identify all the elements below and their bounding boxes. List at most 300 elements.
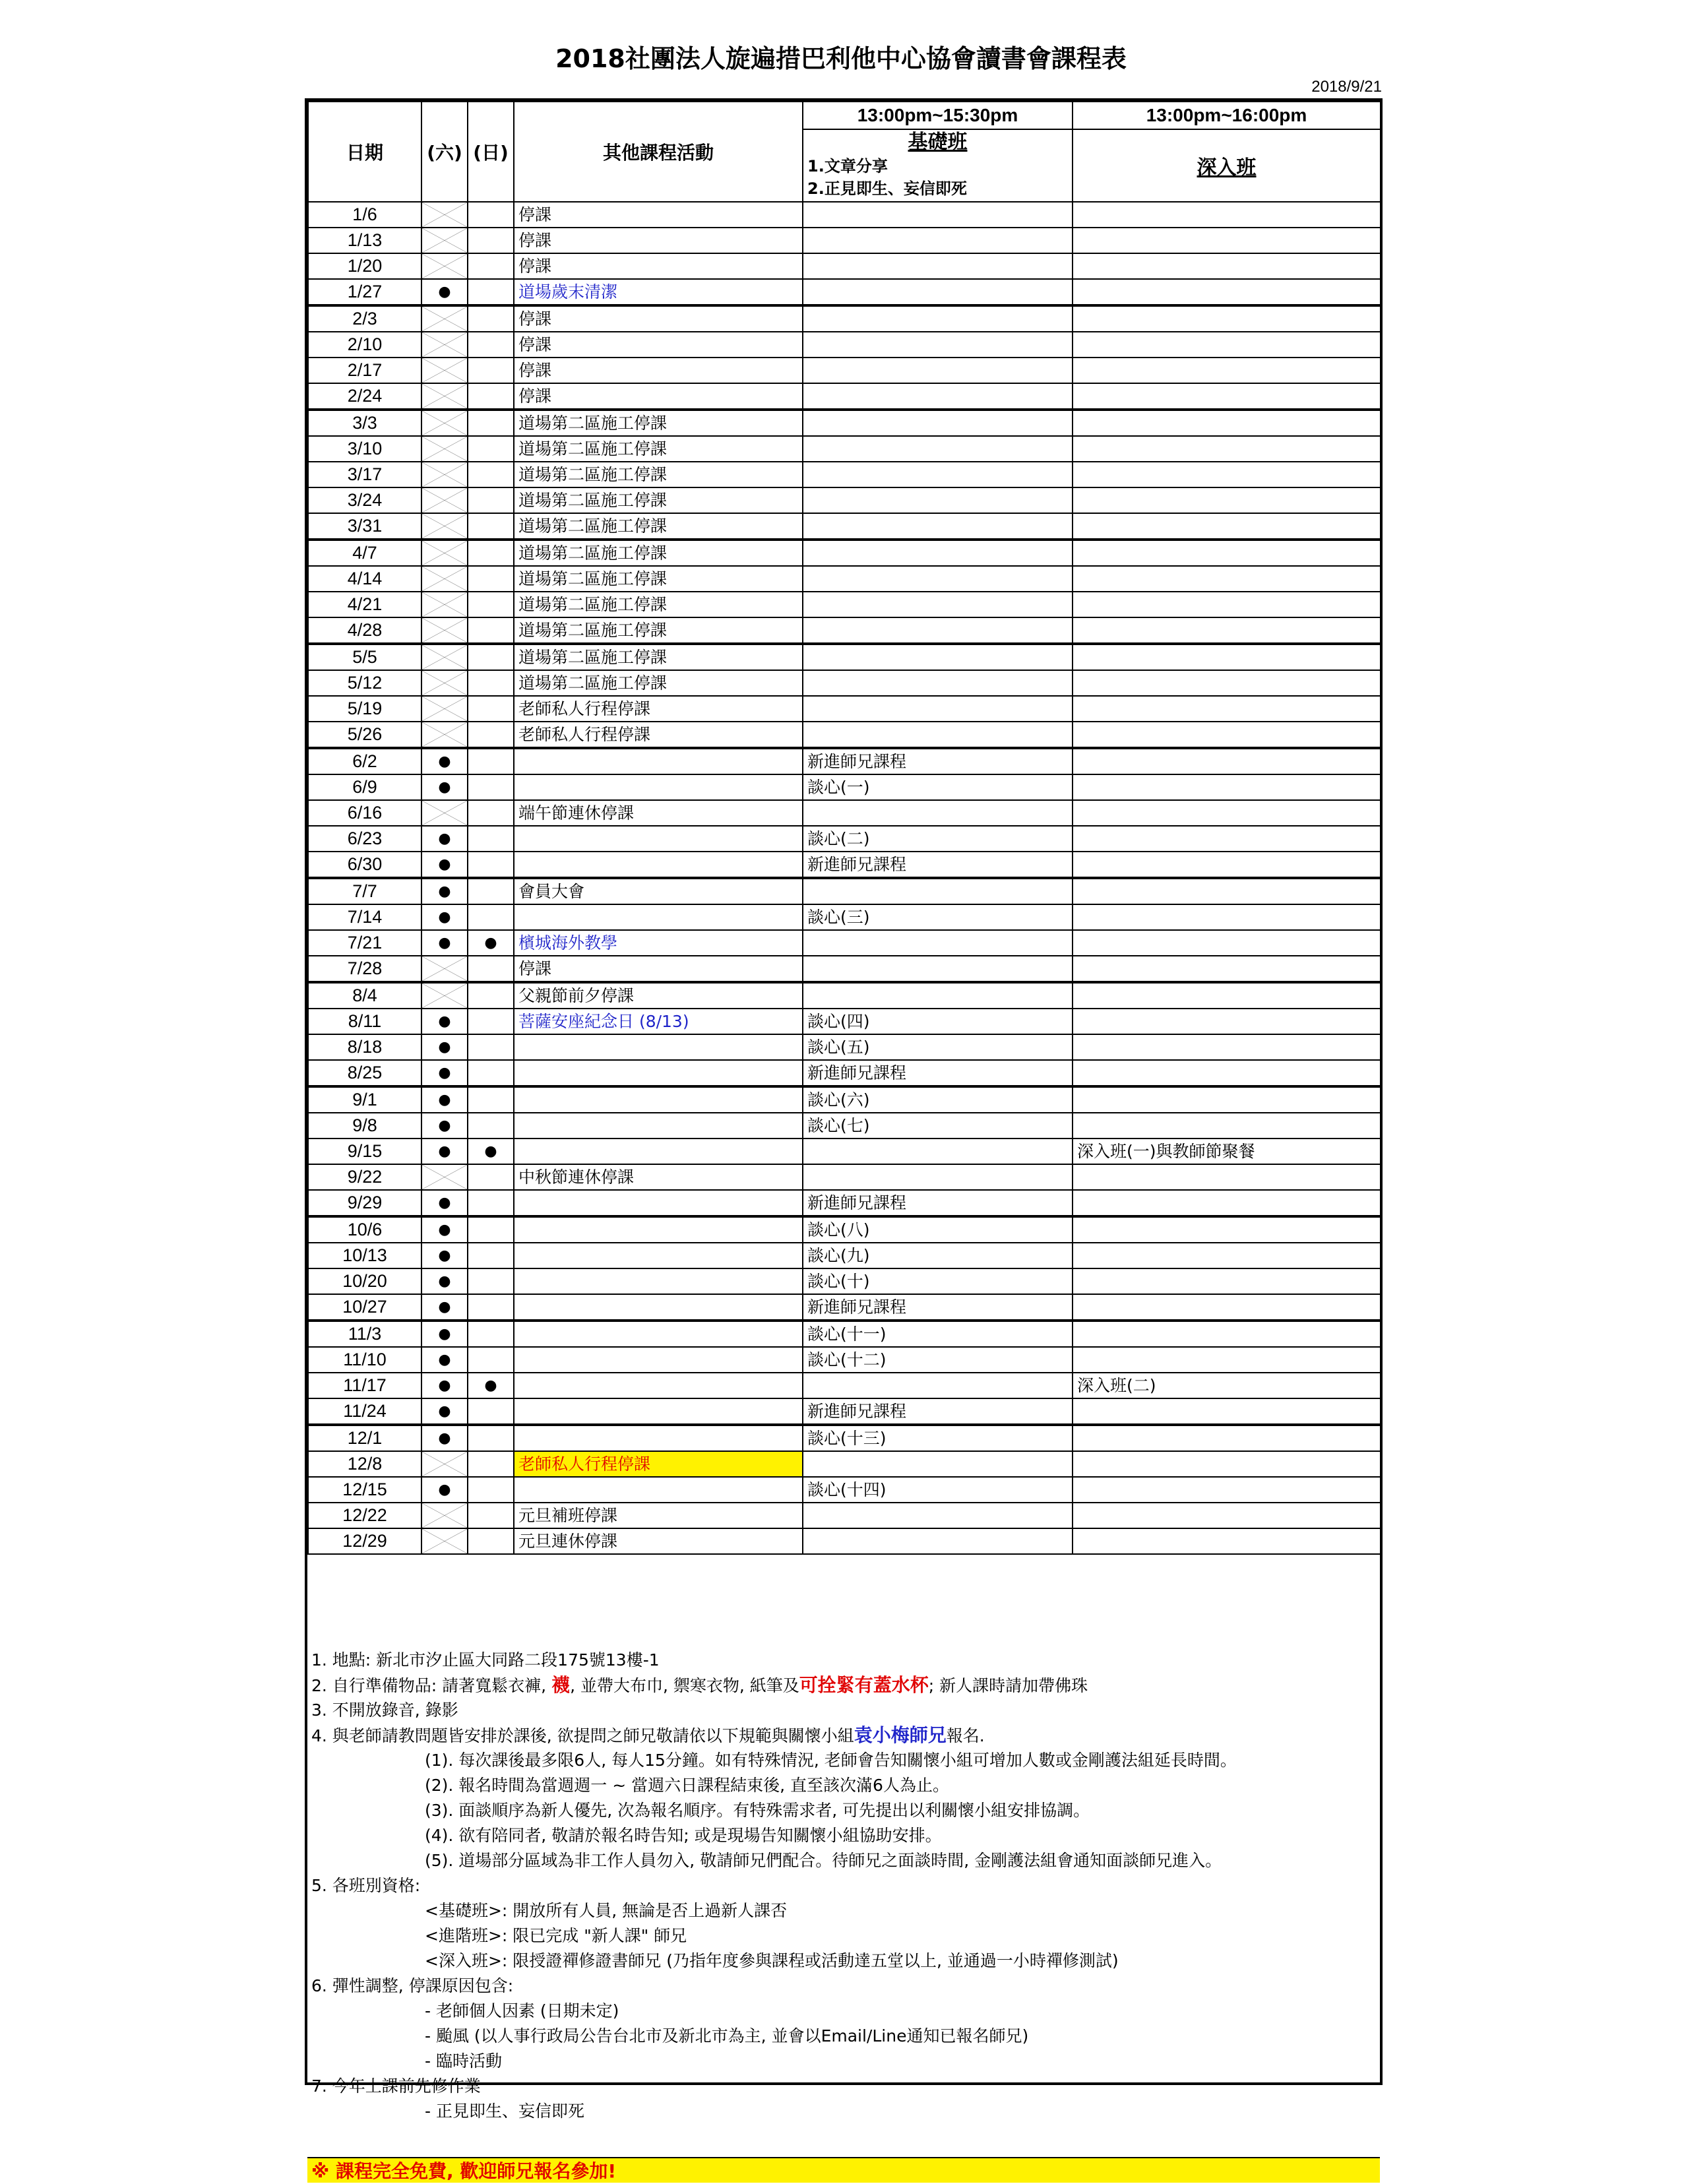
schedule-row <box>308 1009 1381 1034</box>
row-advanced-class <box>1073 1503 1381 1528</box>
schedule-row <box>308 670 1381 696</box>
row-advanced-class <box>1073 1451 1381 1477</box>
row-activity: 道場第二區施工停課 <box>514 566 803 592</box>
schedule-row <box>308 982 1381 1009</box>
row-date: 10/27 <box>308 1294 421 1321</box>
row-basic-class: 談心(七) <box>803 1113 1073 1139</box>
schedule-row <box>308 228 1381 253</box>
sunday-mark <box>468 305 514 332</box>
schedule-body <box>308 202 1381 1554</box>
cancelled-mark-icon <box>421 982 468 1009</box>
sunday-mark <box>468 1060 514 1086</box>
row-basic-class <box>803 202 1073 228</box>
row-basic-class <box>803 487 1073 513</box>
sunday-mark <box>468 774 514 800</box>
sunday-mark <box>468 1503 514 1528</box>
row-activity: 菩薩安座紀念日 (8/13) <box>514 1009 803 1034</box>
row-activity: 停課 <box>514 956 803 982</box>
note-qualifications: 5. 各班別資格: <box>311 1876 421 1895</box>
sunday-mark <box>468 592 514 617</box>
saturday-mark: ● <box>421 1086 468 1113</box>
row-advanced-class <box>1073 1034 1381 1060</box>
sunday-mark <box>468 1294 514 1321</box>
row-basic-class: 新進師兄課程 <box>803 1190 1073 1216</box>
row-basic-class: 談心(二) <box>803 826 1073 852</box>
row-advanced-class <box>1073 436 1381 462</box>
row-basic-class: 談心(十) <box>803 1268 1073 1294</box>
schedule-row <box>308 253 1381 279</box>
saturday-mark: ● <box>421 1216 468 1243</box>
row-activity <box>514 1398 803 1425</box>
row-activity <box>514 904 803 930</box>
row-basic-class: 談心(六) <box>803 1086 1073 1113</box>
sunday-mark <box>468 1113 514 1139</box>
row-date: 9/1 <box>308 1086 421 1113</box>
schedule-row <box>308 1451 1381 1477</box>
row-basic-class <box>803 1451 1073 1477</box>
sunday-mark <box>468 513 514 540</box>
row-advanced-class <box>1073 644 1381 670</box>
row-advanced-class <box>1073 878 1381 904</box>
schedule-row <box>308 1216 1381 1243</box>
header-activity: 其他課程活動 <box>514 102 803 202</box>
schedule-row <box>308 1113 1381 1139</box>
saturday-mark: ● <box>421 1034 468 1060</box>
schedule-row <box>308 1373 1381 1398</box>
schedule-row <box>308 383 1381 410</box>
row-activity: 道場第二區施工停課 <box>514 617 803 644</box>
sunday-mark <box>468 1086 514 1113</box>
cancelled-mark-icon <box>421 305 468 332</box>
sunday-mark <box>468 462 514 487</box>
note-rule: (2). 報名時間為當週週一 ~ 當週六日課程結束後, 直至該次滿6人為止。 <box>425 1776 949 1795</box>
note-cup: 可拴緊有蓋水杯 <box>799 1674 929 1696</box>
row-date: 7/28 <box>308 956 421 982</box>
cancelled-mark-icon <box>421 462 468 487</box>
row-activity: 停課 <box>514 228 803 253</box>
schedule-row <box>308 1086 1381 1113</box>
saturday-mark: ● <box>421 904 468 930</box>
row-basic-class <box>803 592 1073 617</box>
schedule-row <box>308 1347 1381 1373</box>
sunday-mark <box>468 358 514 383</box>
row-date: 4/7 <box>308 540 421 566</box>
note-rule: (5). 道場部分區域為非工作人員勿入, 敬請師兄們配合。待師兄之面談時間, 金剛護法組會通知面談師兄進入。 <box>425 1851 1222 1870</box>
row-activity: 端午節連休停課 <box>514 800 803 826</box>
row-date: 12/29 <box>308 1528 421 1554</box>
schedule-row <box>308 956 1381 982</box>
note-rule: (4). 欲有陪同者, 敬請於報名時告知; 或是現場告知關懷小組協助安排。 <box>425 1826 942 1845</box>
row-basic-class <box>803 305 1073 332</box>
row-date: 7/14 <box>308 904 421 930</box>
schedule-row <box>308 358 1381 383</box>
sunday-mark <box>468 1347 514 1373</box>
row-advanced-class <box>1073 774 1381 800</box>
row-date: 5/26 <box>308 722 421 748</box>
row-advanced-class <box>1073 358 1381 383</box>
row-advanced-class <box>1073 904 1381 930</box>
note-adjustments: 6. 彈性調整, 停課原因包含: <box>311 1976 514 1995</box>
saturday-mark: ● <box>421 826 468 852</box>
row-activity: 停課 <box>514 202 803 228</box>
row-basic-class <box>803 956 1073 982</box>
row-date: 6/16 <box>308 800 421 826</box>
row-activity <box>514 1060 803 1086</box>
saturday-mark: ● <box>421 1190 468 1216</box>
row-date: 7/7 <box>308 878 421 904</box>
header-advanced-time: 13:00pm~16:00pm <box>1073 102 1381 129</box>
cancelled-mark-icon <box>421 696 468 722</box>
row-activity: 道場第二區施工停課 <box>514 410 803 436</box>
sunday-mark <box>468 540 514 566</box>
saturday-mark: ● <box>421 1373 468 1398</box>
cancelled-mark-icon <box>421 487 468 513</box>
schedule-row <box>308 1268 1381 1294</box>
row-date: 12/15 <box>308 1477 421 1503</box>
print-date: 2018/9/21 <box>1311 78 1382 96</box>
row-activity: 檳城海外教學 <box>514 930 803 956</box>
row-advanced-class <box>1073 202 1381 228</box>
row-activity: 道場第二區施工停課 <box>514 462 803 487</box>
row-date: 12/8 <box>308 1451 421 1477</box>
row-activity <box>514 826 803 852</box>
schedule-row <box>308 800 1381 826</box>
row-basic-class: 談心(一) <box>803 774 1073 800</box>
sunday-mark <box>468 202 514 228</box>
header-saturday: (六) <box>421 102 468 202</box>
row-advanced-class <box>1073 540 1381 566</box>
row-activity <box>514 1034 803 1060</box>
cancelled-mark-icon <box>421 1164 468 1190</box>
row-date: 1/27 <box>308 279 421 305</box>
sunday-mark <box>468 487 514 513</box>
row-activity: 道場第二區施工停課 <box>514 644 803 670</box>
row-basic-class <box>803 800 1073 826</box>
sunday-mark <box>468 878 514 904</box>
row-activity: 老師私人行程停課 <box>514 722 803 748</box>
row-activity: 會員大會 <box>514 878 803 904</box>
row-date: 6/23 <box>308 826 421 852</box>
row-advanced-class <box>1073 748 1381 774</box>
row-advanced-class <box>1073 253 1381 279</box>
sunday-mark <box>468 1243 514 1268</box>
row-basic-class <box>803 930 1073 956</box>
row-activity <box>514 1321 803 1347</box>
row-advanced-class <box>1073 487 1381 513</box>
saturday-mark: ● <box>421 1139 468 1164</box>
row-advanced-class <box>1073 956 1381 982</box>
sunday-mark <box>468 722 514 748</box>
schedule-row <box>308 1060 1381 1086</box>
row-date: 12/1 <box>308 1425 421 1451</box>
schedule-row <box>308 904 1381 930</box>
schedule-row <box>308 436 1381 462</box>
row-date: 4/14 <box>308 566 421 592</box>
sunday-mark <box>468 436 514 462</box>
row-basic-class: 談心(十一) <box>803 1321 1073 1347</box>
schedule-row <box>308 930 1381 956</box>
row-activity: 停課 <box>514 383 803 410</box>
row-advanced-class <box>1073 852 1381 878</box>
row-activity: 道場第二區施工停課 <box>514 436 803 462</box>
schedule-row <box>308 566 1381 592</box>
schedule-row <box>308 1164 1381 1190</box>
row-date: 11/10 <box>308 1347 421 1373</box>
row-activity <box>514 1477 803 1503</box>
row-date: 1/20 <box>308 253 421 279</box>
row-basic-class <box>803 540 1073 566</box>
cancelled-mark-icon <box>421 436 468 462</box>
row-date: 9/29 <box>308 1190 421 1216</box>
cancelled-mark-icon <box>421 566 468 592</box>
row-advanced-class <box>1073 1347 1381 1373</box>
schedule-row <box>308 410 1381 436</box>
row-date: 3/3 <box>308 410 421 436</box>
row-date: 8/4 <box>308 982 421 1009</box>
saturday-mark: ● <box>421 774 468 800</box>
schedule-table <box>307 101 1381 1555</box>
row-date: 5/12 <box>308 670 421 696</box>
row-activity <box>514 1268 803 1294</box>
row-date: 5/5 <box>308 644 421 670</box>
sunday-mark: ● <box>468 1373 514 1398</box>
cancelled-mark-icon <box>421 410 468 436</box>
sunday-mark <box>468 982 514 1009</box>
schedule-row <box>308 1503 1381 1528</box>
schedule-row <box>308 878 1381 904</box>
schedule-row <box>308 305 1381 332</box>
schedule-row <box>308 279 1381 305</box>
row-advanced-class <box>1073 1294 1381 1321</box>
row-activity <box>514 1139 803 1164</box>
row-activity: 道場第二區施工停課 <box>514 592 803 617</box>
row-advanced-class <box>1073 1243 1381 1268</box>
cancelled-mark-icon <box>421 358 468 383</box>
schedule-row <box>308 202 1381 228</box>
header-sunday: (日) <box>468 102 514 202</box>
row-basic-class <box>803 696 1073 722</box>
row-activity: 道場第二區施工停課 <box>514 487 803 513</box>
row-date: 8/11 <box>308 1009 421 1034</box>
row-date: 9/15 <box>308 1139 421 1164</box>
row-date: 6/9 <box>308 774 421 800</box>
row-advanced-class <box>1073 982 1381 1009</box>
saturday-mark: ● <box>421 930 468 956</box>
sunday-mark: ● <box>468 930 514 956</box>
row-date: 3/10 <box>308 436 421 462</box>
row-advanced-class <box>1073 1164 1381 1190</box>
sunday-mark <box>468 644 514 670</box>
schedule-row <box>308 1294 1381 1321</box>
row-activity: 元旦連休停課 <box>514 1528 803 1554</box>
row-basic-class <box>803 1503 1073 1528</box>
schedule-sheet <box>305 98 1383 2182</box>
row-basic-class: 談心(十三) <box>803 1425 1073 1451</box>
sunday-mark <box>468 904 514 930</box>
note-prework: 7. 今年上課前先修作業 <box>311 2076 481 2096</box>
row-advanced-class <box>1073 930 1381 956</box>
row-activity <box>514 1425 803 1451</box>
row-activity: 停課 <box>514 332 803 358</box>
row-activity <box>514 774 803 800</box>
row-date: 4/28 <box>308 617 421 644</box>
row-basic-class <box>803 410 1073 436</box>
row-basic-class: 新進師兄課程 <box>803 1398 1073 1425</box>
row-advanced-class <box>1073 383 1381 410</box>
row-basic-class: 談心(四) <box>803 1009 1073 1034</box>
row-advanced-class <box>1073 566 1381 592</box>
row-advanced-class <box>1073 826 1381 852</box>
cancelled-mark-icon <box>421 670 468 696</box>
row-basic-class <box>803 436 1073 462</box>
row-advanced-class <box>1073 800 1381 826</box>
note-questions <box>311 1723 985 1749</box>
note-no-recording: 3. 不開放錄音, 錄影 <box>311 1700 458 1720</box>
saturday-mark: ● <box>421 1347 468 1373</box>
saturday-mark: ● <box>421 1268 468 1294</box>
header-date: 日期 <box>308 102 421 202</box>
saturday-mark: ● <box>421 1113 468 1139</box>
row-date: 10/20 <box>308 1268 421 1294</box>
schedule-row <box>308 774 1381 800</box>
saturday-mark: ● <box>421 878 468 904</box>
row-activity: 道場第二區施工停課 <box>514 540 803 566</box>
sunday-mark <box>468 253 514 279</box>
row-basic-class <box>803 1528 1073 1554</box>
cancelled-mark-icon <box>421 592 468 617</box>
sunday-mark <box>468 826 514 852</box>
row-basic-class: 談心(九) <box>803 1243 1073 1268</box>
row-date: 11/24 <box>308 1398 421 1425</box>
row-advanced-class <box>1073 670 1381 696</box>
row-activity: 老師私人行程停課 <box>514 696 803 722</box>
sunday-mark <box>468 800 514 826</box>
row-advanced-class <box>1073 1216 1381 1243</box>
schedule-row <box>308 1425 1381 1451</box>
cancelled-mark-icon <box>421 332 468 358</box>
saturday-mark: ● <box>421 1398 468 1425</box>
row-basic-class: 談心(三) <box>803 904 1073 930</box>
row-basic-class <box>803 253 1073 279</box>
row-activity <box>514 1086 803 1113</box>
note-questions-text: 4. 與老師請教問題皆安排於課後, 欲提問之師兄敬請依以下規範與關懷小組 <box>311 1726 854 1745</box>
row-date: 12/22 <box>308 1503 421 1528</box>
row-basic-class <box>803 644 1073 670</box>
row-activity <box>514 1216 803 1243</box>
sunday-mark <box>468 1398 514 1425</box>
row-basic-class: 談心(五) <box>803 1034 1073 1060</box>
schedule-row <box>308 644 1381 670</box>
row-date: 7/21 <box>308 930 421 956</box>
row-date: 8/25 <box>308 1060 421 1086</box>
sunday-mark <box>468 852 514 878</box>
cancelled-mark-icon <box>421 800 468 826</box>
note-qualification: <深入班>: 限授證禪修證書師兄 (乃指年度參與課程或活動達五堂以上, 並通過一小時禪修測試) <box>425 1951 1119 1970</box>
free-course-banner: ※ 課程完全免費, 歡迎師兄報名參加! <box>307 2157 1380 2183</box>
row-advanced-class <box>1073 279 1381 305</box>
schedule-row <box>308 748 1381 774</box>
row-advanced-class <box>1073 1425 1381 1451</box>
row-advanced-class <box>1073 1477 1381 1503</box>
note-location: 1. 地點: 新北市汐止區大同路二段175號13樓-1 <box>311 1650 660 1669</box>
row-activity: 道場歲末清潔 <box>514 279 803 305</box>
sunday-mark <box>468 1451 514 1477</box>
row-date: 9/22 <box>308 1164 421 1190</box>
row-advanced-class <box>1073 1190 1381 1216</box>
note-socks: 襪 <box>551 1674 571 1696</box>
row-date: 10/13 <box>308 1243 421 1268</box>
sunday-mark <box>468 1190 514 1216</box>
row-advanced-class <box>1073 696 1381 722</box>
saturday-mark: ● <box>421 1321 468 1347</box>
row-basic-class <box>803 513 1073 540</box>
saturday-mark: ● <box>421 1294 468 1321</box>
schedule-row <box>308 1243 1381 1268</box>
row-basic-class <box>803 279 1073 305</box>
row-basic-class: 談心(十四) <box>803 1477 1073 1503</box>
cancelled-mark-icon <box>421 513 468 540</box>
row-date: 11/17 <box>308 1373 421 1398</box>
row-advanced-class <box>1073 1009 1381 1034</box>
row-advanced-class <box>1073 513 1381 540</box>
note-items-text: 2. 自行準備物品: 請著寬鬆衣褲, <box>311 1676 552 1695</box>
cancelled-mark-icon <box>421 956 468 982</box>
row-activity: 元旦補班停課 <box>514 1503 803 1528</box>
row-activity <box>514 1243 803 1268</box>
row-advanced-class <box>1073 1528 1381 1554</box>
schedule-row <box>308 696 1381 722</box>
cancelled-mark-icon <box>421 540 468 566</box>
saturday-mark: ● <box>421 279 468 305</box>
saturday-mark: ● <box>421 1425 468 1451</box>
sunday-mark <box>468 410 514 436</box>
sunday-mark <box>468 670 514 696</box>
row-advanced-class: 深入班(一)與教師節聚餐 <box>1073 1139 1381 1164</box>
cancelled-mark-icon <box>421 722 468 748</box>
sunday-mark <box>468 383 514 410</box>
sunday-mark <box>468 1164 514 1190</box>
cancelled-mark-icon <box>421 253 468 279</box>
row-date: 11/3 <box>308 1321 421 1347</box>
schedule-row <box>308 826 1381 852</box>
schedule-row <box>308 1477 1381 1503</box>
row-activity: 停課 <box>514 305 803 332</box>
row-date: 8/18 <box>308 1034 421 1060</box>
row-activity <box>514 1373 803 1398</box>
row-activity <box>514 1347 803 1373</box>
cancelled-mark-icon <box>421 644 468 670</box>
note-reason: - 颱風 (以人事行政局公告台北市及新北市為主, 並會以Email/Line通知已報名師兄) <box>425 2026 1029 2045</box>
row-basic-class: 新進師兄課程 <box>803 748 1073 774</box>
schedule-row <box>308 852 1381 878</box>
basic-class-item: 1.文章分享 <box>807 157 888 175</box>
saturday-mark: ● <box>421 1009 468 1034</box>
schedule-row <box>308 462 1381 487</box>
row-advanced-class <box>1073 1060 1381 1086</box>
row-basic-class <box>803 670 1073 696</box>
sunday-mark <box>468 228 514 253</box>
row-basic-class: 談心(八) <box>803 1216 1073 1243</box>
basic-class-title: 基礎班 <box>908 131 968 154</box>
schedule-row <box>308 1398 1381 1425</box>
row-activity <box>514 1190 803 1216</box>
header-advanced-class <box>1073 129 1381 202</box>
row-basic-class <box>803 722 1073 748</box>
row-basic-class: 新進師兄課程 <box>803 852 1073 878</box>
sunday-mark <box>468 1009 514 1034</box>
sunday-mark <box>468 1477 514 1503</box>
row-activity: 停課 <box>514 253 803 279</box>
